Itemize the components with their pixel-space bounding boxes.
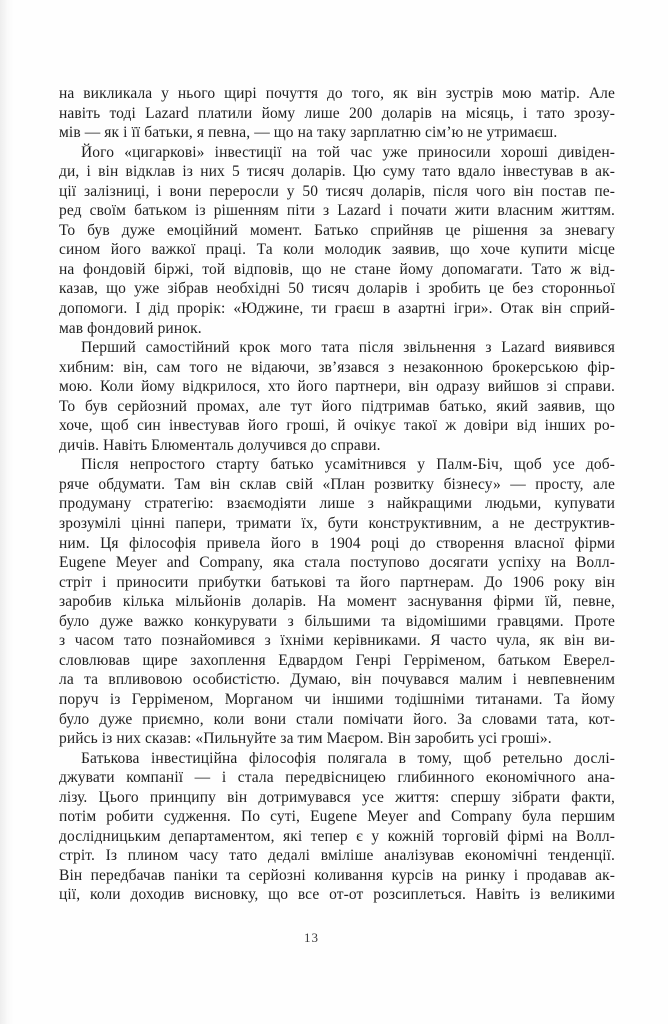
text-line: ряче обдумати. Там він склав свій «План розвитку бізнесу» — просту, але (59, 475, 615, 493)
text-line: зрозумілі цінні папери, тримати їх, бути конструктивним, а не деструктив- (59, 515, 615, 533)
text-line: ла та впливовою особистістю. Думаю, він почувався малим і невпевненим (59, 671, 615, 689)
text-line: дослідницьким департаментом, які тепер є у кожній торговій фірмі на Волл- (59, 827, 615, 845)
text-line: сином його важкої праці. Та коли молодик заявив, що хоче купити місце (59, 241, 615, 259)
text-line: мав фондовий ринок. (59, 319, 202, 337)
text-line: ди, і він відклав із них 5 тисяч доларів. Цю суму тато вдало інвестував в ак- (59, 163, 615, 181)
text-line: Батькова інвестиційна філософія полягала в тому, щоб ретельно дослі- (81, 749, 615, 767)
text-line: допомоги. І дід прорік: «Юджине, ти граєш в азартні ігри». Отак він сприй- (59, 300, 615, 318)
paragraph (59, 84, 615, 143)
text-line: То був серйозний промах, але тут його підтримав батько, який заявив, що (59, 397, 615, 415)
text-line: То був дуже емоційний момент. Батько сприйняв це рішення за зневагу (59, 221, 615, 239)
text-line: Після непростого старту батько усамітнився у Палм-Біч, щоб усе доб- (81, 456, 615, 474)
text-line: лізу. Цього принципу він дотримувався усе життя: спершу зібрати факти, (59, 788, 615, 806)
paragraph (59, 143, 615, 338)
text-line: ції залізниці, і вони переросли у 50 тисяч доларів, після чого він постав пе- (59, 182, 615, 200)
text-line: словлював щире захоплення Едвардом Генрі Герріменом, батьком Еверел- (59, 651, 615, 669)
text-line: стріт і приносити прибутки батькові та його партнерам. До 1906 року він (59, 573, 615, 591)
text-line: хоче, щоб син інвестував його гроші, й очікує такої ж довіри від інших ро- (59, 417, 615, 435)
text-line: хибним: він, сам того не відаючи, зв’язався з незаконною брокерською фір- (59, 358, 615, 376)
text-line: дичів. Навіть Блюменталь долучився до справи. (59, 436, 381, 454)
text-line: стріт. Із плином часу тато дедалі вміліше аналізував економічні тенденції. (59, 847, 615, 865)
text-line: на фондовій біржі, той відповів, що не стане йому допомагати. Тато ж від- (59, 260, 615, 278)
paragraph (59, 455, 615, 748)
body-text (59, 84, 615, 905)
text-line: Він передбачав паніки та серйозні коливання курсів на ринку і продавав ак- (59, 866, 615, 884)
text-line: рийсь із них сказав: «Пильнуйте за тим Маєром. Він заробить усі гроші». (59, 730, 552, 748)
text-line: мою. Коли йому відкрилося, хто його партнери, він одразу вийшов зі справи. (59, 378, 615, 396)
paragraph (59, 338, 615, 455)
text-line: Його «цигаркові» інвестиції на той час уже приносили хороші дивіден- (81, 143, 615, 161)
text-line: навіть тоді Lazard платили йому лише 200 доларів на місяць, і тато зрозу- (59, 104, 615, 122)
text-line: джувати компанії — і стала передвісницею глибинного економічного ана- (59, 769, 615, 787)
page-gutter-shadow (0, 0, 14, 1024)
text-line: на викликала у нього щирі почуття до того, як він зустрів мою матір. Але (59, 85, 615, 102)
text-line: ції, коли доходив висновку, що все от-от розсиплеться. Навіть із великими (59, 886, 615, 904)
text-line: заробив кілька мільйонів доларів. На момент заснування фірми їй, певне, (59, 593, 615, 611)
text-line: було дуже важко конкурувати з більшими та відомішими гравцями. Проте (59, 612, 615, 630)
text-line: Перший самостійний крок мого тата після звільнення з Lazard виявився (81, 339, 615, 357)
paragraph (59, 749, 615, 905)
text-line: Eugene Meyer and Company, яка стала поступово досягати успіху на Волл- (59, 554, 615, 572)
text-line: продуману стратегію: взаємодіяти лише з найкращими людьми, купувати (59, 495, 615, 513)
text-line: з часом тато познайомився з їхніми керівниками. Я часто чула, як він ви- (59, 632, 615, 650)
text-line: ним. Ця філософія привела його в 1904 році до створення власної фірми (59, 534, 615, 552)
text-line: потім робити судження. По суті, Eugene Meyer and Company була першим (59, 808, 615, 826)
text-line: казав, що уже зібрав необхідні 50 тисяч доларів і зробить це без сторонньої (59, 280, 615, 298)
page-number: 13 (304, 930, 319, 945)
text-line: ред своїм батьком із рішенням піти з Lazard і почати жити власним життям. (59, 202, 615, 220)
text-line: було дуже приємно, коли вони стали помічати його. За словами тата, кот- (59, 710, 615, 728)
text-line: поруч із Герріменом, Морганом чи іншими тодішніми титанами. Та йому (59, 690, 615, 708)
text-line: мів — як і її батьки, я певна, — що на таку зарплатню сім’ю не утримаєш. (59, 124, 558, 142)
